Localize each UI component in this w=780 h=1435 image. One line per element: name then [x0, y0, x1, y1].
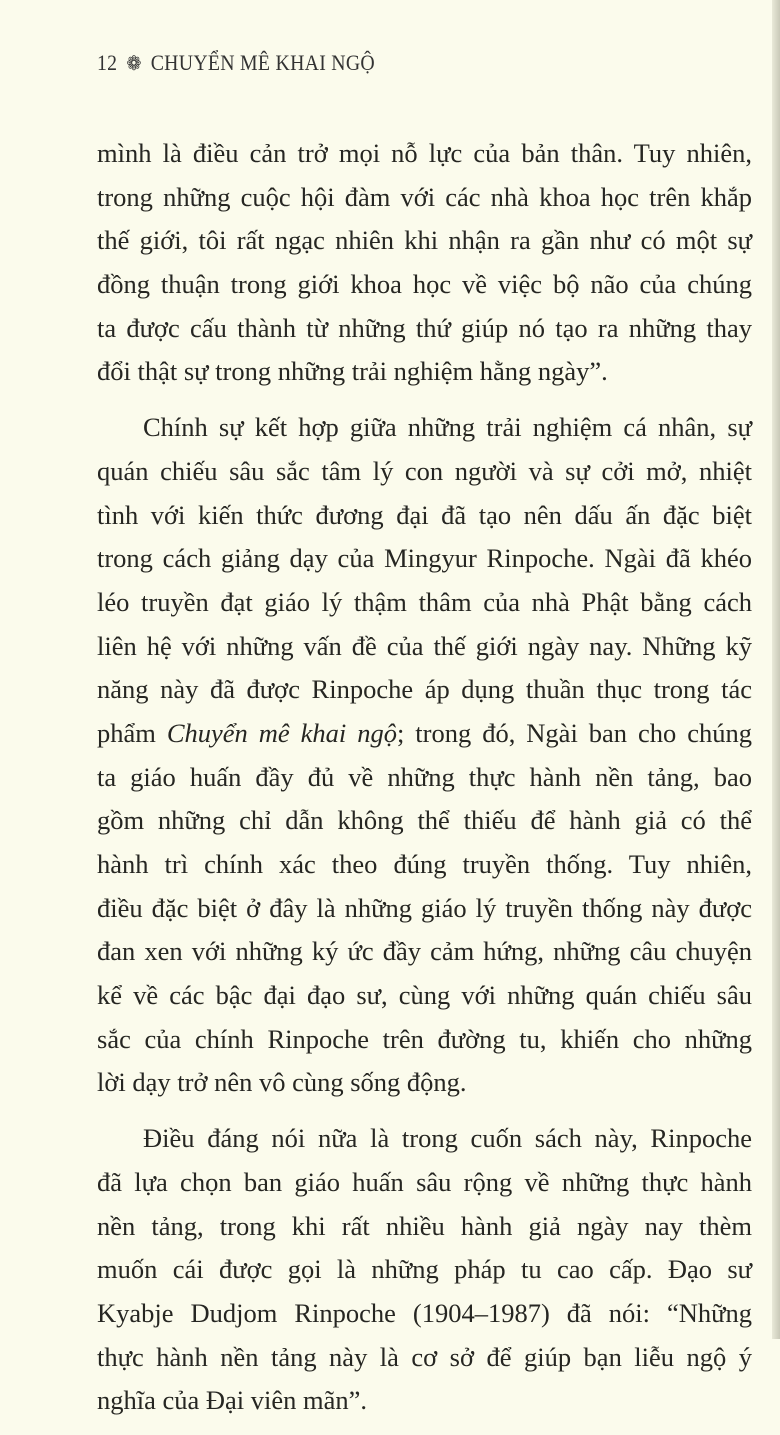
text-line: kể về các bậc đại đạo sư, cùng với những quán chiếu sâu [97, 980, 752, 1011]
text-line: tình với kiến thức đương đại đã tạo nên dấu ấn đặc biệt [97, 499, 752, 530]
paragraph-1 [97, 132, 752, 394]
running-header [97, 50, 375, 76]
body-text [97, 132, 752, 1435]
text-line: Chính sự kết hợp giữa những trải nghiệm cá nhân, sự [143, 412, 752, 443]
text-line: Điều đáng nói nữa là trong cuốn sách này, Rinpoche [143, 1123, 752, 1154]
text-line: đổi thật sự trong những trải nghiệm hằng ngày”. [97, 356, 608, 387]
text-fragment: phẩm [97, 717, 167, 748]
text-line: quán chiếu sâu sắc tâm lý con người và sự cởi mở, nhiệt [97, 455, 752, 486]
text-line: nền tảng, trong khi rất nhiều hành giả ngày nay thèm [97, 1210, 752, 1241]
text-line [97, 712, 752, 756]
text-fragment: ; trong đó, Ngài ban cho chúng [396, 717, 752, 748]
text-line: đan xen với những ký ức đầy cảm hứng, những câu chuyện [97, 936, 752, 967]
text-line: trong những cuộc hội đàm với các nhà khoa học trên khắp [97, 181, 752, 212]
text-line: thực hành nền tảng này là cơ sở để giúp bạn liễu ngộ ý [97, 1341, 752, 1372]
text-line: ta giáo huấn đầy đủ về những thực hành nền tảng, bao [97, 761, 752, 792]
text-line: nghĩa của Đại viên mãn”. [97, 1385, 368, 1416]
text-line: trong cách giảng dạy của Mingyur Rinpoche. Ngài đã khéo [97, 543, 752, 574]
text-line: Kyabje Dudjom Rinpoche (1904–1987) đã nói: “Những [97, 1297, 752, 1328]
text-line: liên hệ với những vấn đề của thế giới ngày nay. Những kỹ [97, 630, 752, 661]
book-title: Chuyển mê khai ngộ [166, 717, 397, 748]
paragraph-3 [97, 1117, 752, 1423]
text-line: gồm những chỉ dẫn không thể thiếu để hành giả có thể [97, 805, 752, 836]
text-line: mình là điều cản trở mọi nỗ lực của bản thân. Tuy nhiên, [97, 138, 752, 168]
paragraph-2 [97, 406, 752, 1105]
text-line: léo truyền đạt giáo lý thậm thâm của nhà Phật bằng cách [97, 586, 752, 617]
text-line: sắc của chính Rinpoche trên đường tu, khiến cho những [97, 1023, 752, 1054]
text-line: lời dạy trở nên vô cùng sống động. [97, 1067, 467, 1098]
running-title: CHUYỂN MÊ KHAI NGỘ [150, 50, 376, 75]
text-line: đồng thuận trong giới khoa học về việc bộ não của chúng [97, 269, 752, 300]
text-line: hành trì chính xác theo đúng truyền thống. Tuy nhiên, [97, 849, 752, 879]
text-line: điều đặc biệt ở đây là những giáo lý truyền thống này được [97, 892, 752, 923]
text-line: năng này đã được Rinpoche áp dụng thuần thục trong tác [97, 674, 752, 705]
page-number: 12 [97, 50, 118, 75]
page-edge [772, 0, 780, 1339]
text-line: muốn cái được gọi là những pháp tu cao cấp. Đạo sư [97, 1254, 752, 1285]
text-line: ta được cấu thành từ những thứ giúp nó tạo ra những thay [97, 312, 752, 343]
text-line: đã lựa chọn ban giáo huấn sâu rộng về những thực hành [97, 1166, 752, 1197]
text-line: thế giới, tôi rất ngạc nhiên khi nhận ra gần như có một sự [97, 225, 752, 256]
flower-ornament-icon: ❁ [126, 52, 142, 75]
